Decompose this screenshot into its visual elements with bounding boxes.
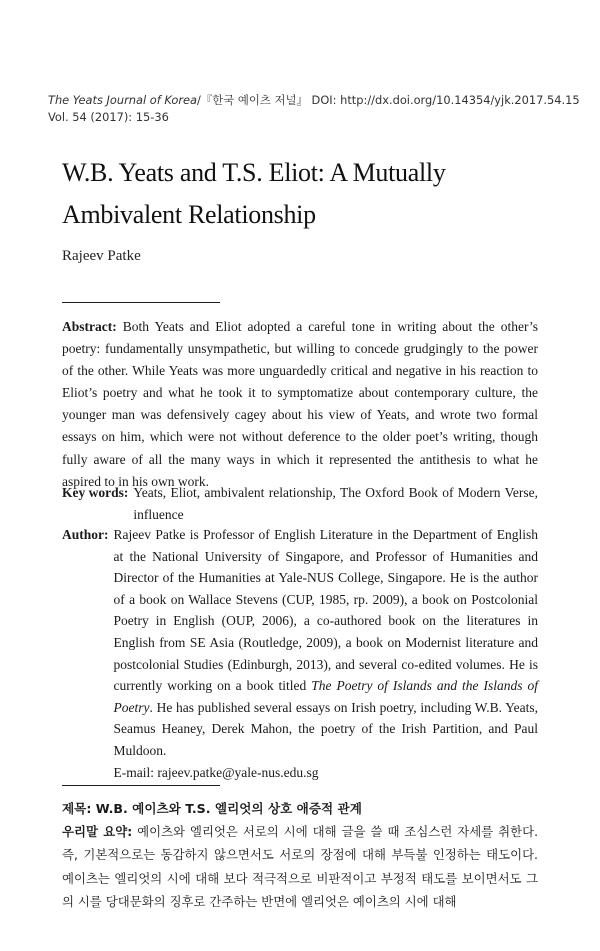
journal-name-korean: /『한국 예이츠 저널』: [197, 93, 308, 107]
bio-text-part2: . He has published several essays on Irish poetry, including W.B. Yeats, Seamus Heaney, Derek Mahon, the poetry of the Irish Partition, and Paul Muldoon.: [113, 699, 538, 758]
divider-rule: [62, 302, 220, 303]
running-header: [48, 92, 588, 126]
article-title: W.B. Yeats and T.S. Eliot: A Mutually Ambivalent Relationship: [62, 158, 446, 229]
abstract-paragraph: [62, 316, 538, 493]
author-name: Rajeev Patke: [62, 248, 141, 264]
author-bio-text: [114, 524, 539, 783]
author-bio-block: [62, 524, 538, 783]
doi-link[interactable]: DOI: http://dx.doi.org/10.14354/yjk.2017.54.15: [307, 93, 580, 107]
divider-rule: [62, 785, 220, 786]
keywords-text: Yeats, Eliot, ambivalent relationship, The Oxford Book of Modern Verse, influence: [133, 485, 538, 522]
volume-line: Vol. 54 (2017): 15-36: [48, 110, 169, 124]
korean-abstract-text: 예이츠와 엘리엇은 서로의 시에 대해 글을 쓸 때 조심스런 자세를 취한다. 즉, 기본적으로는 동감하지 않으면서도 서로의 장점에 대해 부득불 인정하는 태도이다. 예이츠는 엘리엇의 시에 대해 보다 적극적으로 비판적이고 부정적 태도를 보이면서도 그의 시를 당대문화의 징후로 간주하는 반면에 엘리엇은 예이츠의 시에 대해: [62, 824, 539, 910]
korean-abstract-label: 우리말 요약:: [62, 824, 133, 839]
citation-line: [48, 92, 588, 109]
korean-abstract-paragraph: [62, 820, 538, 914]
author-bio-label: Author:: [62, 527, 109, 542]
keywords-label: Key words:: [62, 485, 129, 500]
bio-text-part1: Rajeev Patke is Professor of English Literature in the Department of English at the National University of Singapore, and Professor of Humanities and Director of the Humanities at Yale-NUS College, Singapore. He is the author of a book on Wallace Stevens (CUP, 1985, rp. 2009), a book on Postcolonial Poetry in English (OUP, 2006), a co-authored book on the literatures in English from SE Asia (Routledge, 2009), a book on Modernist literature and postcolonial Studies (Edinburgh, 2013), and several co-edited volumes. He is currently working on a book titled: [113, 527, 538, 694]
book-title: The Poetry of Islands and the Islands of Poetry: [113, 678, 538, 715]
abstract-text: Both Yeats and Eliot adopted a careful tone in writing about the other’s poetry: fundamentally unsympathetic, but willing to concede grudgingly to the power of the other. While Yeats was more unguardedly critical and negative in his reaction to Eliot’s poetry and what he took it to symptomatize about contemporary culture, the younger man was defensively cagey about his view of Yeats, and wrote two formal essays on him, which were not without deference to the older poet’s writing, though fully aware of all the many ways in which it represented the antithesis to what he aspired to in his own work.: [62, 319, 538, 489]
korean-title: 제목: W.B. 예이츠와 T.S. 엘리엇의 상호 애증적 관계: [62, 801, 362, 816]
author-email[interactable]: E-mail: rajeev.patke@yale-nus.edu.sg: [113, 764, 319, 780]
abstract-label: Abstract:: [62, 319, 117, 334]
keywords-block: [62, 482, 538, 525]
journal-name: The Yeats Journal of Korea: [48, 93, 198, 107]
